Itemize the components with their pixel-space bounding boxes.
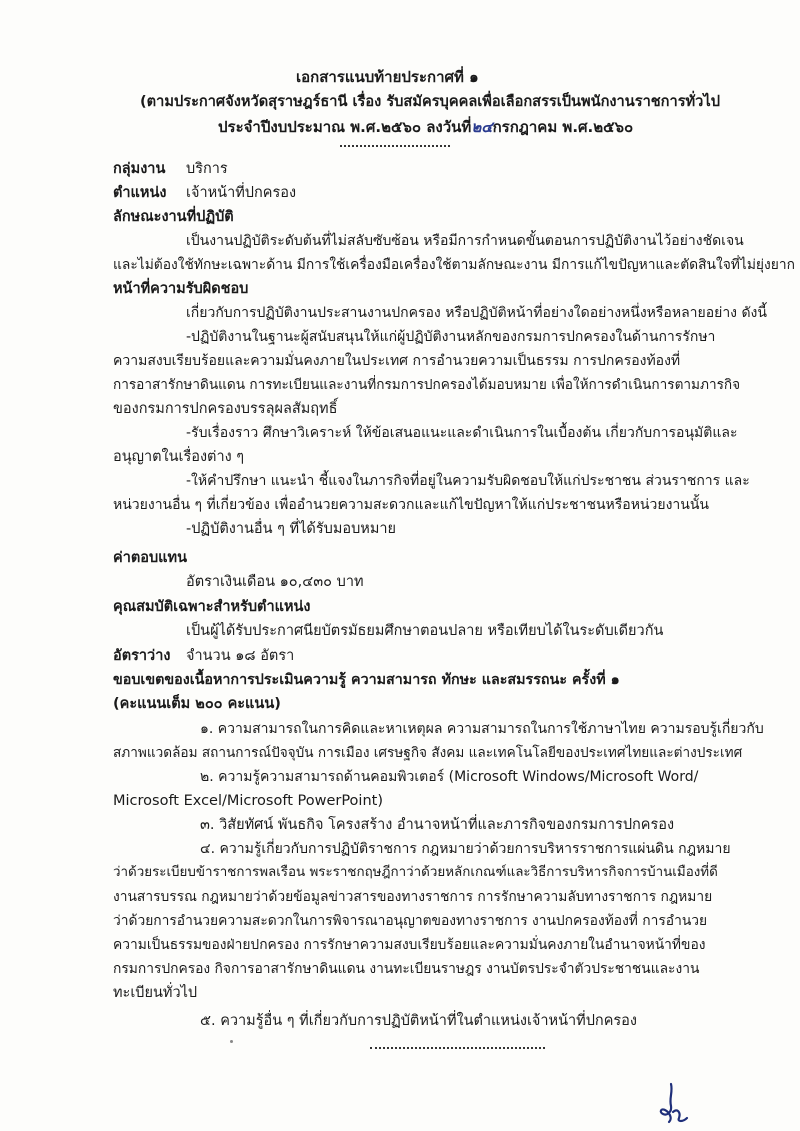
initials-signature <box>655 1082 691 1128</box>
scope-line: ๕. ความรู้อื่น ๆ ที่เกี่ยวกับการปฏิบัติหน้าที่ในตำแหน่งเจ้าหน้าที่ปกครอง <box>200 1013 637 1029</box>
nature-line: และไม่ต้องใช้ทักษะเฉพาะด้าน มีการใช้เครื่องมือเครื่องใช้ตามลักษณะงาน มีการแก้ไขปัญหาและตัดสินใจที่ไม่ยุ่งยาก <box>113 257 795 273</box>
header-date-suffix: กรกฎาคม พ.ศ.๒๕๖๐ <box>492 118 634 136</box>
compensation-value: อัตราเงินเดือน ๑๐,๔๓๐ บาท <box>186 574 364 590</box>
handwritten-day: ๒๔ <box>471 118 493 136</box>
group-label: กลุ่มงาน <box>113 161 166 177</box>
header-title-2: (ตามประกาศจังหวัดสุราษฎร์ธานี เรื่อง รับสมัครบุคคลเพื่อเลือกสรรเป็นพนักงานราชการทั่วไป <box>140 93 720 110</box>
header-date-prefix: ประจำปีงบประมาณ พ.ศ.๒๕๖๐ ลงวันที่ <box>218 118 472 136</box>
scope-line: ทะเบียนทั่วไป <box>113 985 198 1001</box>
qualification-value: เป็นผู้ได้รับประกาศนียบัตรมัธยมศึกษาตอนปลาย หรือเทียบได้ในระดับเดียวกัน <box>186 623 664 639</box>
scope-line: ๓. วิสัยทัศน์ พันธกิจ โครงสร้าง อำนาจหน้าที่และภารกิจของกรมการปกครอง <box>200 817 675 833</box>
vacancy-value: จำนวน ๑๘ อัตรา <box>186 648 295 664</box>
duties-line: ความสงบเรียบร้อยและความมั่นคงภายในประเทศ การอำนวยความเป็นธรรม การปกครองท้องที่ <box>113 353 681 369</box>
duties-line: อนุญาตในเรื่องต่าง ๆ <box>113 449 245 465</box>
scope-line: สภาพแวดล้อม สถานการณ์ปัจจุบัน การเมือง เศรษฐกิจ สังคม และเทคโนโลยีของประเทศไทยและต่างประเทศ <box>113 745 743 761</box>
scan-speck <box>230 1040 233 1043</box>
position-value: เจ้าหน้าที่ปกครอง <box>186 185 297 201</box>
duties-line: เกี่ยวกับการปฏิบัติงานประสานงานปกครอง หรือปฏิบัติหน้าที่อย่างใดอย่างหนึ่งหรือหลายอย่าง ดังนี้ <box>186 305 767 321</box>
group-value: บริการ <box>186 161 228 177</box>
header-title-1: เอกสารแนบท้ายประกาศที่ ๑ <box>296 68 479 86</box>
duties-line: -ปฏิบัติงานอื่น ๆ ที่ได้รับมอบหมาย <box>186 521 397 537</box>
footer-divider <box>370 1047 545 1049</box>
duties-line: -รับเรื่องราว ศึกษาวิเคราะห์ ให้ข้อเสนอแนะและดำเนินการในเบื้องต้น เกี่ยวกับการอนุมัติและ <box>186 425 738 441</box>
duties-line: หน่วยงานอื่น ๆ ที่เกี่ยวข้อง เพื่ออำนวยความสะดวกและแก้ไขปัญหาให้แก่ประชาชนหรือหน่วยงานนั้น <box>113 497 709 513</box>
scope-line: ๑. ความสามารถในการคิดและหาเหตุผล ความสามารถในการใช้ภาษาไทย ความรอบรู้เกี่ยวกับ <box>200 721 764 737</box>
scope-line: ว่าด้วยการอำนวยความสะดวกในการพิจารณาอนุญาตของทางราชการ งานปกครองท้องที่ การอำนวย <box>113 913 708 929</box>
scope-line: ความเป็นธรรมของฝ่ายปกครอง การรักษาความสงบเรียบร้อยและความมั่นคงภายในอำนาจหน้าที่ของ <box>113 937 706 953</box>
duties-heading: หน้าที่ความรับผิดชอบ <box>113 281 249 297</box>
scope-heading: ขอบเขตของเนื้อหาการประเมินความรู้ ความสามารถ ทักษะ และสมรรถนะ ครั้งที่ ๑ <box>113 672 620 688</box>
scope-points: (คะแนนเต็ม ๒๐๐ คะแนน) <box>113 696 281 712</box>
header-divider <box>340 145 450 147</box>
nature-heading: ลักษณะงานที่ปฏิบัติ <box>113 209 234 225</box>
duties-line: -ปฏิบัติงานในฐานะผู้สนับสนุนให้แก่ผู้ปฏิบัติงานหลักของกรมการปกครองในด้านการรักษา <box>186 329 716 345</box>
duties-line: ของกรมการปกครองบรรลุผลสัมฤทธิ์ <box>113 401 338 417</box>
scope-line: ว่าด้วยระเบียบข้าราชการพลเรือน พระราชกฤษฎีกาว่าด้วยหลักเกณฑ์และวิธีการบริหารกิจการบ้านเมืองที่ดี <box>113 865 718 880</box>
header-title-3 <box>218 118 633 136</box>
scope-line: กรมการปกครอง กิจการอาสารักษาดินแดน งานทะเบียนราษฎร งานบัตรประจำตัวประชาชนและงาน <box>113 961 700 977</box>
duties-line: -ให้คำปรึกษา แนะนำ ชี้แจงในภารกิจที่อยู่ในความรับผิดชอบให้แก่ประชาชน ส่วนราชการ และ <box>186 473 750 489</box>
scope-line: ๒. ความรู้ความสามารถด้านคอมพิวเตอร์ (Microsoft Windows/Microsoft Word/ <box>200 769 699 785</box>
scope-line: ๔. ความรู้เกี่ยวกับการปฏิบัติราชการ กฎหมายว่าด้วยการบริหารราชการแผ่นดิน กฎหมาย <box>200 841 731 857</box>
position-label: ตำแหน่ง <box>113 185 167 201</box>
qualification-heading: คุณสมบัติเฉพาะสำหรับตำแหน่ง <box>113 599 311 615</box>
scope-line: Microsoft Excel/Microsoft PowerPoint) <box>113 793 383 809</box>
duties-line: การอาสารักษาดินแดน การทะเบียนและงานที่กรมการปกครองได้มอบหมาย เพื่อให้การดำเนินการตามภารกิจ <box>113 377 741 393</box>
vacancy-heading: อัตราว่าง <box>113 648 171 664</box>
scope-line: งานสารบรรณ กฎหมายว่าด้วยข้อมูลข่าวสารของทางราชการ การรักษาความลับทางราชการ กฎหมาย <box>113 889 713 905</box>
compensation-heading: ค่าตอบแทน <box>113 550 187 566</box>
nature-line: เป็นงานปฏิบัติระดับต้นที่ไม่สลับซับซ้อน หรือมีการกำหนดขั้นตอนการปฏิบัติงานไว้อย่างชัดเจน <box>186 233 744 249</box>
